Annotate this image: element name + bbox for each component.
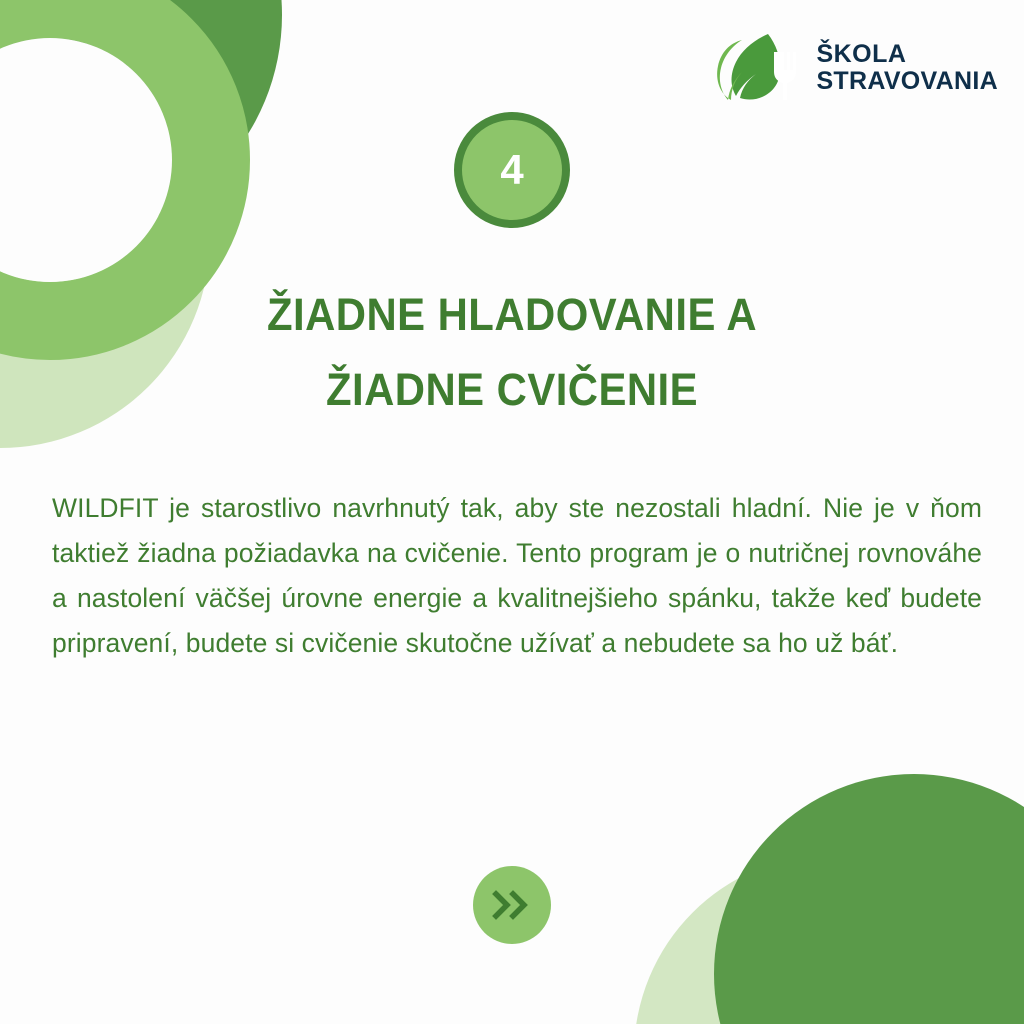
step-number-label: 4 bbox=[500, 146, 524, 193]
heading-line-1: ŽIADNE HLADOVANIE A bbox=[266, 289, 758, 340]
leaf-fork-icon bbox=[714, 30, 806, 106]
double-chevron-right-icon bbox=[490, 890, 534, 920]
next-slide-button[interactable] bbox=[473, 866, 551, 944]
heading-line-2: ŽIADNE CVIČENIE bbox=[325, 364, 699, 415]
decorative-circle-bottom-right-dark bbox=[714, 774, 1024, 1024]
brand-logo bbox=[714, 30, 998, 106]
brand-line2: STRAVOVANIA bbox=[816, 67, 998, 95]
brand-line1: ŠKOLA bbox=[816, 40, 907, 68]
step-number-badge bbox=[454, 112, 570, 228]
slide-headings bbox=[0, 289, 1024, 415]
brand-wordmark bbox=[816, 42, 998, 94]
body-paragraph: WILDFIT je starostlivo navrhnutý tak, aby ste nezostali hladní. Nie je v ňom taktiež žiadna požiadavka na cvičenie. Tento program je o nutričnej rovnováhe a nastolení väčšej úrovne energie a kvalitnejšieho spánku, takže keď budete pripravení, budete si cvičenie skutočne užívať a nebudete sa ho už báť. bbox=[52, 493, 982, 658]
